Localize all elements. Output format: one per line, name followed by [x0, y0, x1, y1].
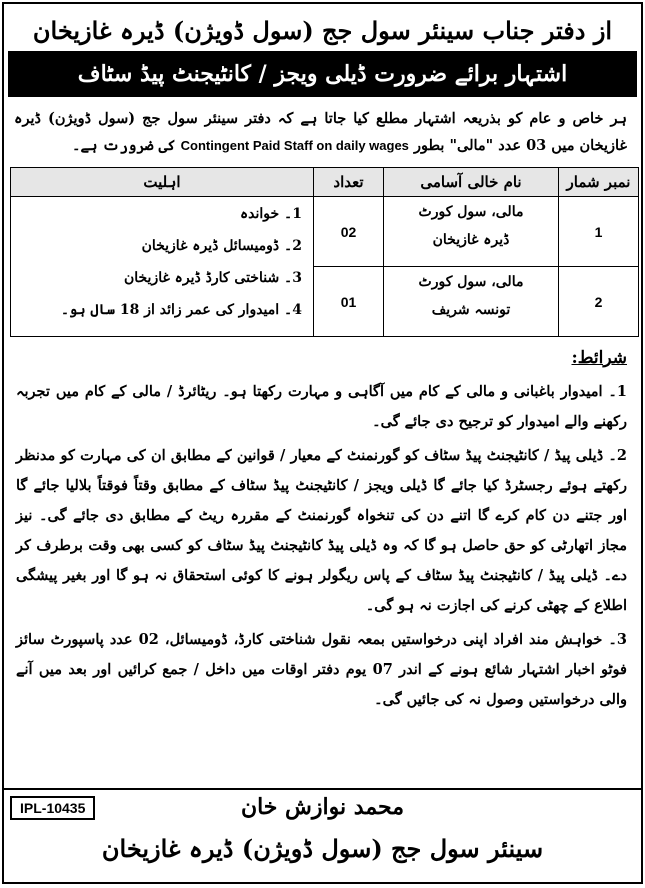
post-line1: مالی، سول کورٹ: [418, 274, 524, 290]
condition-item: 3۔ خواہش مند افراد اپنی درخواستیں بمعہ نقول شناختی کارڈ، ڈومیسائل، 02 عدد پاسپورٹ سائز فوٹو اخبار اشتہار شائع ہونے کے اندر 07 یوم دفتر اوقات میں داخل / جمع کرائیں اور بعد میں آنے والی درخواستیں وصول نہ کی جائیں گی۔: [16, 631, 627, 708]
qualification-cell: [11, 197, 314, 337]
footer: [4, 788, 641, 882]
header-qualification: اہلیت: [11, 168, 314, 197]
intro-line1: ہر خاص و عام کو بذریعہ اشتہار مطلع کیا جاتا ہے کہ دفتر سینئر سول جج (سول ڈویژن): [48, 110, 627, 127]
vacancy-table: [10, 167, 639, 337]
table-header-row: [11, 168, 639, 197]
qualification-item: 1۔ خواندہ: [239, 206, 302, 222]
header-post: نام خالی آسامی: [384, 168, 559, 197]
signer-name: محمد نوازش خان: [240, 794, 405, 820]
post-line2: تونسہ شریف: [431, 302, 511, 318]
header-count: تعداد: [314, 168, 384, 197]
qualification-item: 2۔ ڈومیسائل ڈیرہ غازیخان: [141, 238, 302, 254]
qualification-item: 4۔ امیدوار کی عمر زائد از 18 سال ہو۔: [60, 302, 302, 318]
post-line2: ڈیرہ غازیخان: [432, 232, 510, 248]
conditions-section: [4, 337, 641, 715]
header-serial: نمبر شمار: [559, 168, 639, 197]
row-post: [384, 197, 559, 267]
condition-item: 1۔ امیدوار باغبانی و مالی کے کام میں آگاہی و مہارت رکھتا ہو۔ ریٹائرڈ / مالی کے کام میں تجربہ رکھنے والے امیدوار کو ترجیح دی جائے گی۔: [16, 383, 627, 430]
table-row: [11, 197, 639, 267]
advertisement-page: [2, 2, 643, 884]
condition-item: 2۔ ڈیلی پیڈ / کانٹیجنٹ پیڈ سٹاف کو گورنمنٹ کے معیار / قوانین کے مطابق ان کی مہارت کو مدنظر رکھتے ہوئے رجسٹرڈ کیا جائے گا ڈیلی ویجز / کانٹیجنٹ پیڈ سٹاف کے مطابق وقتاً فوقتاً بلالیا جائے گا اور جتنے دن کام کرے گا اتنے دن کی تنخواہ گورنمنٹ کے مقررہ ریٹ کے مطابق دی جائے گی۔ نیز مجاز اتھارٹی کو حق حاصل ہو گا کہ وہ ڈیلی پیڈ کانٹیجنٹ پیڈ سٹاف کو کسی بھی وقت برطرف کر دے۔ ڈیلی پیڈ / کانٹیجنٹ پیڈ سٹاف کے پاس ریگولر ہونے کا کوئی استحقاق نہ ہو گا اور بغیر پیشگی اطلاع کے چھٹی کرنے کی اجازت نہ ہو گی۔: [16, 447, 627, 614]
row-serial: 2: [559, 267, 639, 337]
row-post: [384, 267, 559, 337]
intro-paragraph: [4, 97, 641, 163]
conditions-title: شرائط:: [571, 348, 627, 368]
title-banner: اشتہار برائے ضرورت ڈیلی ویجز / کانٹیجنٹ پیڈ سٹاف: [8, 51, 637, 97]
signer-designation: سینئر سول جج (سول ڈویژن) ڈیرہ غازیخان: [101, 834, 544, 863]
row-serial: 1: [559, 197, 639, 267]
intro-line2-end: کی: [158, 137, 176, 154]
post-line1: مالی، سول کورٹ: [418, 204, 524, 220]
qualification-item: 3۔ شناختی کارڈ ڈیرہ غازیخان: [123, 270, 302, 286]
ipl-code: IPL-10435: [10, 796, 95, 820]
row-count: 01: [314, 267, 384, 337]
office-header: از دفتر جناب سینئر سول جج (سول ڈویژن) ڈیرہ غازیخان: [32, 16, 613, 45]
intro-english: Contingent Paid Staff on daily wages: [180, 138, 409, 153]
intro-line3: ضرورت ہے۔: [72, 137, 154, 154]
row-count: 02: [314, 197, 384, 267]
intro-line2: ڈیرہ غازیخان میں 03 عدد "مالی" بطور: [14, 110, 627, 154]
